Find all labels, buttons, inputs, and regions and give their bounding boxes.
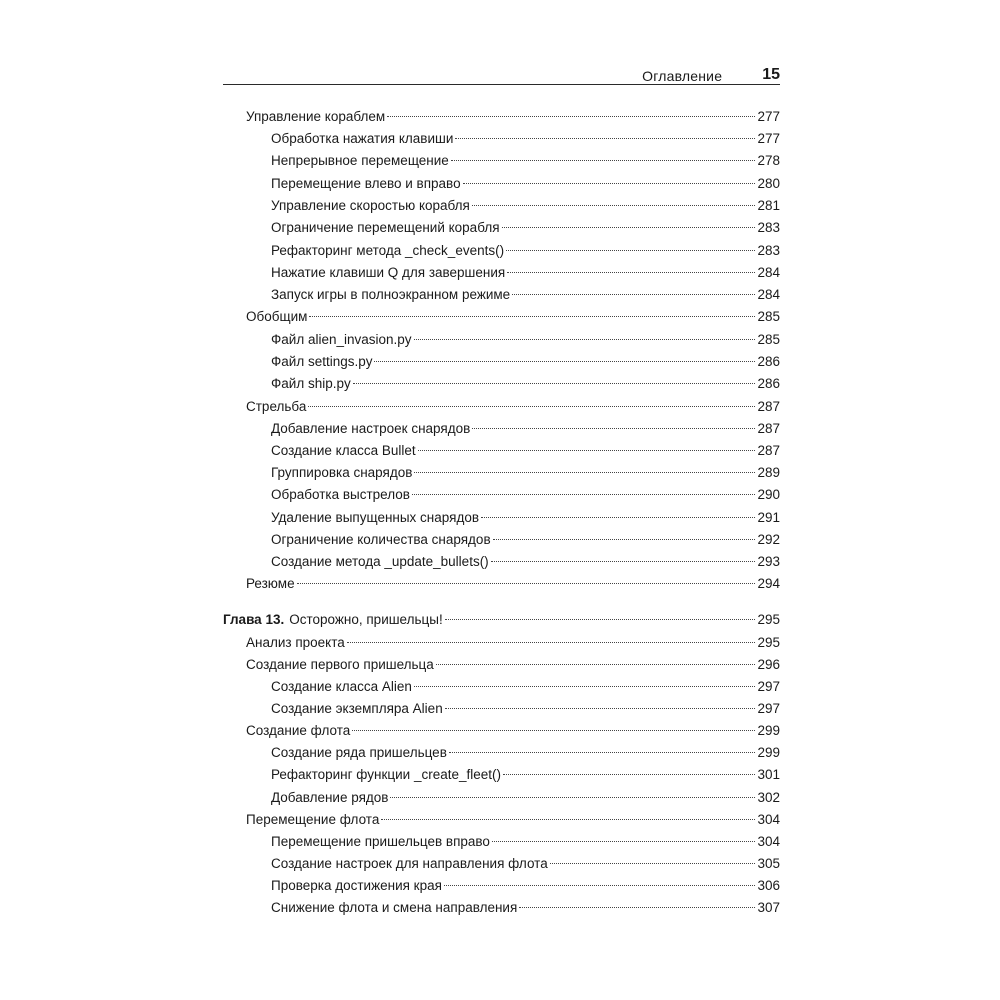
toc-entry-page: 286 — [757, 376, 780, 391]
toc-entry — [271, 853, 780, 875]
toc-entry-title: Обработка выстрелов — [271, 487, 410, 502]
toc-entry — [271, 529, 780, 551]
running-head — [223, 60, 780, 84]
toc-entry-page: 293 — [757, 554, 780, 569]
toc-chapter-entry — [223, 609, 780, 631]
toc-entry — [271, 373, 780, 395]
dot-leader — [493, 539, 756, 540]
dot-leader — [352, 730, 755, 731]
dot-leader — [550, 863, 756, 864]
toc-entry-page: 307 — [757, 900, 780, 915]
toc-entry-title: Стрельба — [246, 399, 307, 414]
toc-entry — [246, 106, 780, 128]
toc-entry-page: 304 — [757, 812, 780, 827]
toc-entry-page: 280 — [757, 176, 780, 191]
dot-leader — [481, 517, 755, 518]
toc-entry — [271, 128, 780, 150]
dot-leader — [472, 428, 755, 429]
toc-entry-title: Ограничение перемещений корабля — [271, 220, 500, 235]
toc-entry-title: Группировка снарядов — [271, 465, 413, 480]
toc-entry — [246, 809, 780, 831]
dot-leader — [444, 885, 756, 886]
toc-entry-page: 278 — [757, 153, 780, 168]
toc-entry-page: 297 — [757, 679, 780, 694]
dot-leader — [412, 494, 756, 495]
toc-entry-page: 277 — [757, 109, 780, 124]
toc-entry-title: Создание настроек для направления флота — [271, 856, 548, 871]
dot-leader — [472, 205, 756, 206]
toc-entry-title: Резюме — [246, 576, 295, 591]
toc-entry — [271, 418, 780, 440]
chapter-title: Осторожно, пришельцы! — [289, 612, 443, 627]
dot-leader — [519, 907, 755, 908]
toc-entry-title: Нажатие клавиши Q для завершения — [271, 265, 506, 280]
toc-entry — [271, 173, 780, 195]
toc-entry — [271, 284, 780, 306]
toc-entry — [246, 654, 780, 676]
dot-leader — [451, 160, 756, 161]
toc-entry-page: 277 — [757, 131, 780, 146]
dot-leader — [512, 294, 755, 295]
toc-entry — [246, 306, 780, 328]
toc-entry-page: 294 — [757, 576, 780, 591]
toc-entry-title: Добавление рядов — [271, 790, 389, 805]
toc-entry — [246, 632, 780, 654]
toc-entry-title: Снижение флота и смена направления — [271, 900, 518, 915]
dot-leader — [492, 841, 756, 842]
toc-entry-title: Обобщим — [246, 309, 308, 324]
toc-entry-title: Создание флота — [246, 723, 351, 738]
toc-entry-title: Создание метода _update_bullets() — [271, 554, 489, 569]
toc-entry-title: Файл settings.py — [271, 354, 373, 369]
toc-entry-page: 290 — [757, 487, 780, 502]
dot-leader — [455, 138, 755, 139]
chapter-heading — [223, 609, 443, 631]
toc-entry-title: Добавление настроек снарядов — [271, 421, 471, 436]
toc-entry-page: 295 — [757, 635, 780, 650]
toc-entry — [271, 742, 780, 764]
toc-entry-page: 286 — [757, 354, 780, 369]
toc-entry — [271, 217, 780, 239]
dot-leader — [387, 116, 755, 117]
toc-entry — [271, 764, 780, 786]
dot-leader — [308, 406, 755, 407]
dot-leader — [491, 561, 756, 562]
toc-entry-title: Удаление выпущенных снарядов — [271, 510, 479, 525]
toc-entry — [271, 676, 780, 698]
toc-entry — [271, 240, 780, 262]
toc-entry-title: Рефакторинг метода _check_events() — [271, 243, 505, 258]
toc-entry — [271, 698, 780, 720]
toc-entry-title: Создание ряда пришельцев — [271, 745, 447, 760]
toc-entry-page: 297 — [757, 701, 780, 716]
dot-leader — [297, 583, 756, 584]
toc-entry — [246, 396, 780, 418]
header-rule — [223, 84, 780, 85]
toc-entry-title: Создание первого пришельца — [246, 657, 434, 672]
toc-entry-title: Файл alien_invasion.py — [271, 332, 412, 347]
toc-entry-title: Управление кораблем — [246, 109, 386, 124]
dot-leader — [507, 272, 755, 273]
toc-entry — [271, 897, 780, 919]
toc-entry-title: Перемещение флота — [246, 812, 380, 827]
toc-entry — [271, 831, 780, 853]
toc-entry-page: 291 — [757, 510, 780, 525]
dot-leader — [381, 819, 755, 820]
toc-entry-page: 285 — [757, 309, 780, 324]
dot-leader — [502, 227, 756, 228]
toc-entry-title: Рефакторинг функции _create_fleet() — [271, 767, 501, 782]
toc-entry — [271, 507, 780, 529]
toc-entry-page: 302 — [757, 790, 780, 805]
dot-leader — [374, 361, 755, 362]
toc-entry-page: 281 — [757, 198, 780, 213]
toc-entry-page: 299 — [757, 723, 780, 738]
toc-entry-page: 284 — [757, 265, 780, 280]
toc-entry — [271, 484, 780, 506]
toc-entry — [246, 720, 780, 742]
dot-leader — [449, 752, 756, 753]
toc-entry — [271, 551, 780, 573]
toc-entry-title: Перемещение пришельцев вправо — [271, 834, 490, 849]
dot-leader — [436, 664, 756, 665]
toc-entry-page: 304 — [757, 834, 780, 849]
toc-entry-title: Создание класса Bullet — [271, 443, 416, 458]
toc-entry-page: 292 — [757, 532, 780, 547]
toc-entry-page: 306 — [757, 878, 780, 893]
dot-leader — [414, 472, 755, 473]
dot-leader — [418, 450, 756, 451]
toc-entry-page: 305 — [757, 856, 780, 871]
toc-entry-page: 287 — [757, 399, 780, 414]
toc-entry — [271, 262, 780, 284]
toc-entry-title: Проверка достижения края — [271, 878, 442, 893]
toc-entry-page: 287 — [757, 443, 780, 458]
dot-leader — [445, 619, 756, 620]
toc-entry-page: 296 — [757, 657, 780, 672]
dot-leader — [506, 250, 755, 251]
toc-entry-page: 289 — [757, 465, 780, 480]
dot-leader — [414, 339, 756, 340]
toc-entry-title: Запуск игры в полноэкранном режиме — [271, 287, 511, 302]
toc-entry — [271, 875, 780, 897]
toc-entry-title: Анализ проекта — [246, 635, 345, 650]
toc-entry-title: Создание класса Alien — [271, 679, 412, 694]
toc-entry-title: Непрерывное перемещение — [271, 153, 449, 168]
page-number: 15 — [762, 66, 780, 83]
toc-entry — [271, 462, 780, 484]
section-name: Оглавление — [642, 68, 723, 84]
toc-entry-title: Управление скоростью корабля — [271, 198, 470, 213]
dot-leader — [309, 316, 755, 317]
toc-entry — [271, 150, 780, 172]
dot-leader — [414, 686, 756, 687]
toc-entry — [271, 787, 780, 809]
toc-entry-page: 299 — [757, 745, 780, 760]
dot-leader — [503, 774, 755, 775]
toc-entry-page: 287 — [757, 421, 780, 436]
toc-entry-page: 301 — [757, 767, 780, 782]
toc-entry-title: Перемещение влево и вправо — [271, 176, 461, 191]
chapter-label: Глава 13. — [223, 612, 285, 627]
toc-entry-page: 283 — [757, 243, 780, 258]
toc-entry-title: Создание экземпляра Alien — [271, 701, 443, 716]
dot-leader — [390, 797, 755, 798]
toc-entry — [271, 195, 780, 217]
toc-entry — [271, 351, 780, 373]
toc-entry — [246, 573, 780, 595]
dot-leader — [347, 642, 756, 643]
toc-entry-title: Файл ship.py — [271, 376, 351, 391]
dot-leader — [463, 183, 756, 184]
dot-leader — [353, 383, 756, 384]
toc-entry-page: 284 — [757, 287, 780, 302]
toc-entry-title: Ограничение количества снарядов — [271, 532, 491, 547]
dot-leader — [445, 708, 756, 709]
toc-entry — [271, 329, 780, 351]
toc-entry — [271, 440, 780, 462]
toc-entry-page: 285 — [757, 332, 780, 347]
chapter-page: 295 — [757, 612, 780, 627]
toc-entry-title: Обработка нажатия клавиши — [271, 131, 454, 146]
toc-entry-page: 283 — [757, 220, 780, 235]
